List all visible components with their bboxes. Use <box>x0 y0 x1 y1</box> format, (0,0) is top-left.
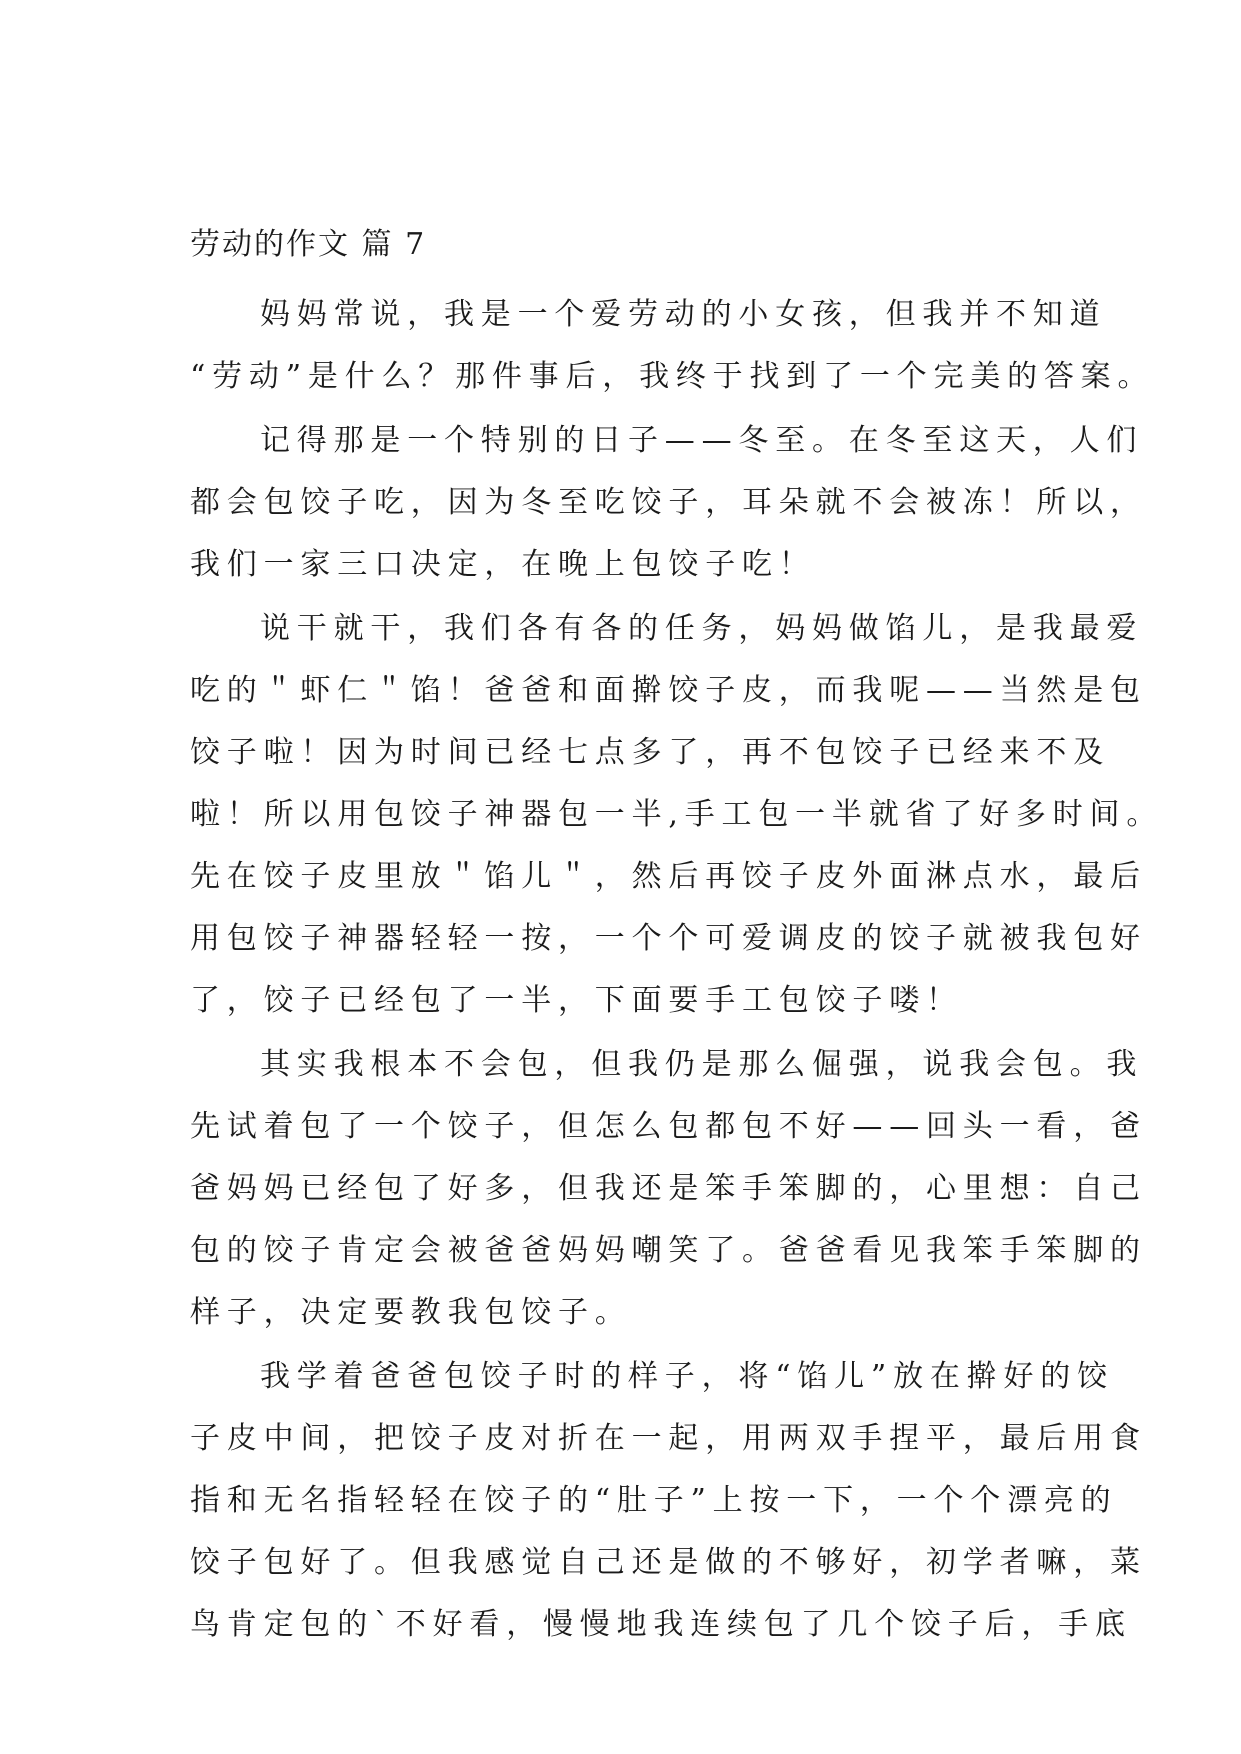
text-line: 说干就干，我们各有各的任务，妈妈做馅儿，是我最爱 <box>260 611 1144 646</box>
text-line: 指和无名指轻轻在饺子的“肚子”上按一下，一个个漂亮的 <box>190 1483 1118 1518</box>
text-line: 其实我根本不会包，但我仍是那么倔强，说我会包。我 <box>260 1047 1144 1082</box>
text-line: 饺子包好了。但我感觉自己还是做的不够好，初学者嘛，菜 <box>190 1545 1147 1580</box>
text-line: 先试着包了一个饺子，但怎么包都包不好——回头一看，爸 <box>190 1109 1147 1144</box>
text-line: 啦！所以用包饺子神器包一半,手工包一半就省了好多时间。 <box>190 797 1164 832</box>
text-line: 鸟肯定包的`不好看，慢慢地我连续包了几个饺子后，手底 <box>190 1607 1132 1642</box>
text-line: 我学着爸爸包饺子时的样子，将“馅儿”放在擀好的饺 <box>260 1359 1114 1394</box>
paragraph <box>190 410 1147 596</box>
text-line: “劳动”是什么？那件事后，我终于找到了一个完美的答案。 <box>190 359 1155 394</box>
text-line: 饺子啦！因为时间已经七点多了，再不包饺子已经来不及 <box>190 735 1110 770</box>
paragraph <box>190 598 1164 1032</box>
paragraph <box>190 1034 1147 1344</box>
text-line: 都会包饺子吃，因为冬至吃饺子，耳朵就不会被冻！所以， <box>190 485 1147 520</box>
text-line: 样子，决定要教我包饺子。 <box>190 1295 632 1330</box>
text-line: 了，饺子已经包了一半，下面要手工包饺子喽！ <box>190 983 963 1018</box>
text-line: 子皮中间，把饺子皮对折在一起，用两双手捏平，最后用食 <box>190 1421 1147 1456</box>
document-title: 劳动的作文 篇 7 <box>190 227 427 262</box>
text-line: 吃的＂虾仁＂馅！爸爸和面擀饺子皮，而我呢——当然是包 <box>190 673 1147 708</box>
document-body <box>190 222 1164 1658</box>
text-line: 妈妈常说，我是一个爱劳动的小女孩，但我并不知道 <box>260 297 1107 332</box>
text-line: 用包饺子神器轻轻一按，一个个可爱调皮的饺子就被我包好 <box>190 921 1147 956</box>
text-line: 我们一家三口决定，在晚上包饺子吃！ <box>190 547 816 582</box>
text-line: 爸妈妈已经包了好多，但我还是笨手笨脚的，心里想：自己 <box>190 1171 1147 1206</box>
text-line: 包的饺子肯定会被爸爸妈妈嘲笑了。爸爸看见我笨手笨脚的 <box>190 1233 1147 1268</box>
text-line: 记得那是一个特别的日子——冬至。在冬至这天，人们 <box>260 423 1144 458</box>
text-line: 先在饺子皮里放＂馅儿＂，然后再饺子皮外面淋点水，最后 <box>190 859 1147 894</box>
paragraph <box>190 1346 1147 1656</box>
paragraph <box>190 284 1155 408</box>
